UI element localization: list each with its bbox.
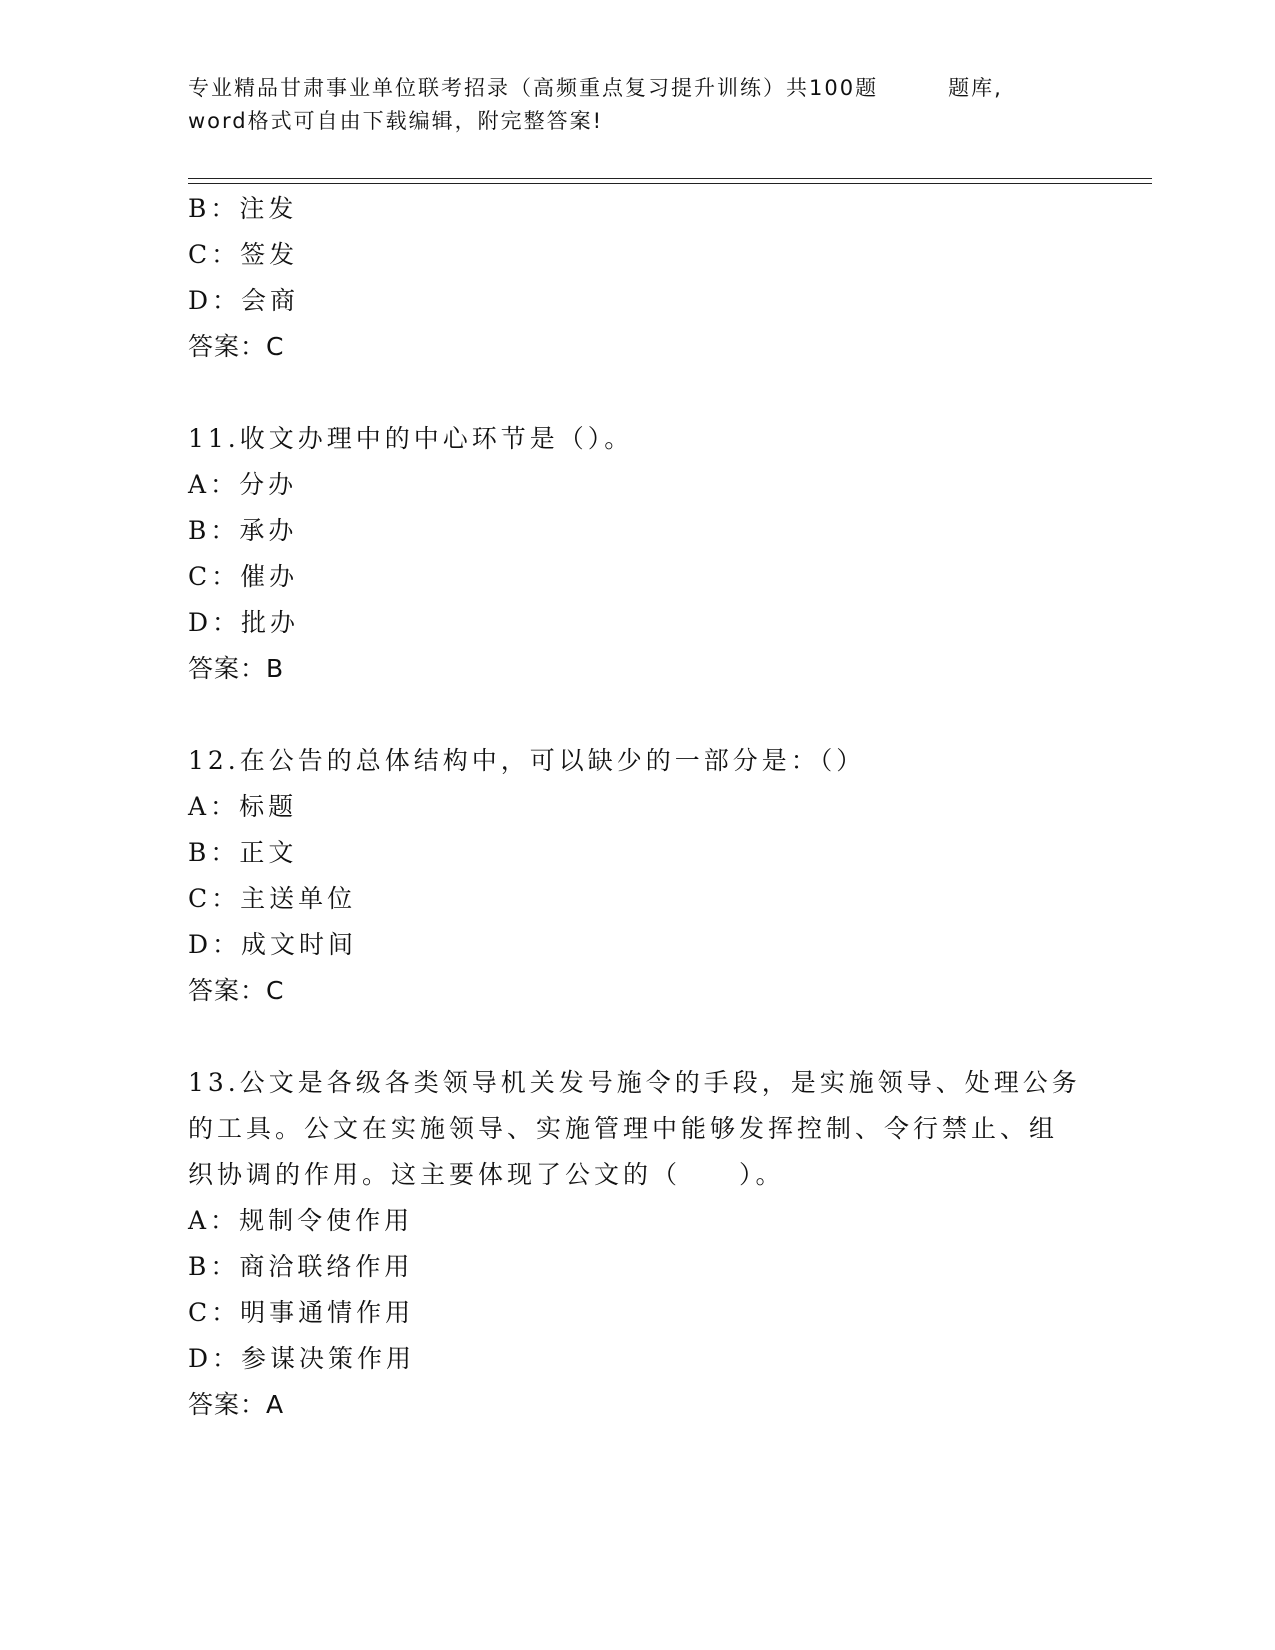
option-letter: B： [188, 1252, 240, 1281]
option-text: 签发 [240, 240, 299, 269]
option-letter: D： [188, 608, 242, 637]
option-letter: C： [188, 884, 241, 913]
continued-question [188, 186, 1088, 370]
header-title: 专业精品甘肃事业单位联考招录（高频重点复习提升训练）共100题 [188, 76, 879, 100]
option-text: 标题 [239, 792, 298, 821]
option-text: 规制令使作用 [239, 1206, 414, 1235]
option-text: 批办 [241, 608, 300, 637]
question-number: 12. [188, 746, 240, 775]
option-d [188, 1336, 1088, 1382]
answer-line [188, 324, 1088, 370]
question-text-continued: 织协调的作用。这主要体现了公文的（ ）。 [188, 1160, 785, 1189]
header-divider-bottom [188, 183, 1152, 184]
answer-line [188, 1382, 1088, 1428]
answer-label: 答案： [188, 1390, 267, 1419]
question-stem [188, 416, 1088, 462]
question-text: 在公告的总体结构中，可以缺少的一部分是：（） [239, 746, 866, 775]
option-c [188, 232, 1088, 278]
option-text: 催办 [240, 562, 299, 591]
question-number: 13. [188, 1068, 240, 1097]
option-text: 正文 [239, 838, 298, 867]
question-stem [188, 738, 1088, 784]
option-c [188, 876, 1088, 922]
header-title-suffix: 题库, [948, 76, 1003, 100]
header-divider-top [188, 178, 1152, 179]
answer-value: B [266, 654, 285, 683]
option-letter: D： [188, 930, 242, 959]
option-text: 参谋决策作用 [241, 1344, 416, 1373]
answer-label: 答案： [188, 332, 267, 361]
option-letter: C： [188, 562, 241, 591]
question-12 [188, 738, 1088, 1014]
question-number: 11. [188, 424, 240, 453]
answer-value: A [266, 1390, 285, 1419]
option-text: 主送单位 [240, 884, 357, 913]
option-text: 会商 [241, 286, 300, 315]
question-11 [188, 416, 1088, 692]
option-d [188, 600, 1088, 646]
option-c [188, 554, 1088, 600]
option-b [188, 508, 1088, 554]
option-text: 注发 [239, 194, 298, 223]
option-letter: B： [188, 194, 240, 223]
question-text: 收文办理中的中心环节是（）。 [239, 424, 634, 453]
option-letter: B： [188, 516, 240, 545]
option-text: 明事通情作用 [240, 1298, 415, 1327]
page-header [188, 72, 1088, 138]
option-text: 分办 [239, 470, 298, 499]
header-line-1 [188, 72, 1088, 105]
question-text: 公文是各级各类领导机关发号施令的手段，是实施领导、处理公务 [239, 1068, 1081, 1097]
option-c [188, 1290, 1088, 1336]
option-a [188, 1198, 1088, 1244]
option-a [188, 462, 1088, 508]
answer-label: 答案： [188, 976, 267, 1005]
question-content [188, 186, 1088, 1474]
option-letter: D： [188, 1344, 242, 1373]
option-b [188, 1244, 1088, 1290]
header-line-2: word格式可自由下载编辑，附完整答案! [188, 109, 604, 133]
question-text-continued: 的工具。公文在实施领导、实施管理中能够发挥控制、令行禁止、组 [188, 1114, 1059, 1143]
option-letter: A： [188, 792, 240, 821]
answer-value: C [266, 332, 285, 361]
answer-label: 答案： [188, 654, 267, 683]
answer-line [188, 968, 1088, 1014]
option-letter: A： [188, 1206, 240, 1235]
option-b [188, 830, 1088, 876]
option-letter: C： [188, 1298, 241, 1327]
option-letter: A： [188, 470, 240, 499]
option-letter: C： [188, 240, 241, 269]
answer-line [188, 646, 1088, 692]
option-text: 承办 [239, 516, 298, 545]
option-text: 商洽联络作用 [239, 1252, 414, 1281]
option-letter: D： [188, 286, 242, 315]
answer-value: C [266, 976, 285, 1005]
option-d [188, 922, 1088, 968]
option-b [188, 186, 1088, 232]
option-text: 成文时间 [241, 930, 358, 959]
question-stem [188, 1060, 1088, 1106]
option-a [188, 784, 1088, 830]
question-13 [188, 1060, 1088, 1428]
option-d [188, 278, 1088, 324]
option-letter: B： [188, 838, 240, 867]
